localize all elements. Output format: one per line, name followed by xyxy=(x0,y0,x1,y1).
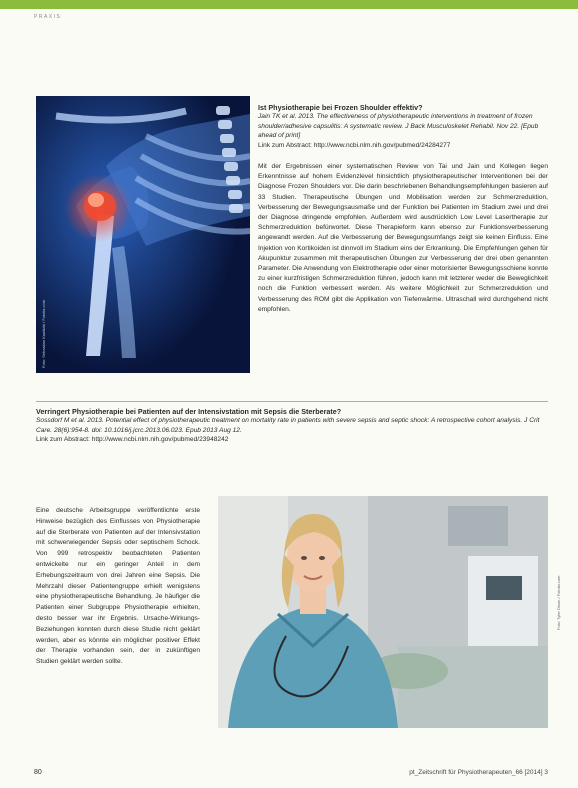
journal-footer: pt_Zeitschrift für Physiotherapeuten_66 [2014] 3 xyxy=(409,769,548,776)
top-accent-bar xyxy=(0,0,578,9)
shoulder-xray-image xyxy=(36,96,250,373)
article1-body: Mit der Ergebnissen einer systematischen Review von Tai und Jain und Kollegen liegen Erkenntnisse auf hohem Evidenzlevel hinsichtlich physiotherapeutischer Interventionen bei der Diagnose Frozen Shoulders vor. Die darin beschriebenen Behandlungsempfehlungen basieren auf 33 Studien. Therapeutische Übungen und Mobilisation werden zur Schmerzreduktion, Verbesserung der Bewegungsausmaße und der Funktion bei Patienten im Stadium zwei und drei der Diagnose dringende empfohlen. Außerdem wird ausdrücklich Low Level Lasertherapie zur Schmerzreduktion befürwortet. Diese Therapieform kann ebenso zur Funktionsverbesserung angewandt werden. Auf die Verbesserung der Bewegungsumfangs zeigt sie keinen Einfluss. Eine Injektion von Kortikoiden ist dinnvoll im Stadium eins der Erkrankung. Die Empfehlungen gehen für Akupunktur zusammen mit therapeutischen Übungen zur Verbesserung der drei oben genannten Parameter. Die Anwendung von Elektrotherapie oder einer motorisierter Bewegungsschiene konnte zu einer kurzfristigen Schmerzreduktion führen, jedoch kann mit letzterer weder die Beweglichkeit noch die Funktion verbessert werden. Als weitere Möglichkeit zur Schmerzreduktion und Verbesserung des ROM gibt die Applikation von Tiefenwärme. Ultraschall wird durchgehend nicht empfohlen. xyxy=(258,163,548,313)
article1-title: Ist Physiotherapie bei Frozen Shoulder effektiv? xyxy=(258,103,423,112)
page-number: 80 xyxy=(34,769,42,776)
article2-reference: Sossdorf M et al. 2013. Potential effect of physiotherapeutic treatment on mortality rate in patients with severe sepsis and septic shock: A retrospective cohort analysis. J Crit Care. 28(6):954-8. doi: 10.1016/j.jcrc.2013.06.023. Epub 2013 Aug 12. xyxy=(36,417,540,434)
icu-nurse-photo xyxy=(218,496,548,728)
article1-abstract-link[interactable]: Link zum Abstract: http://www.ncbi.nlm.nih.gov/pubmed/24284277 xyxy=(258,141,451,149)
section-label: PRAXIS xyxy=(34,14,62,20)
article2-abstract-link[interactable]: Link zum Abstract: http://www.ncbi.nlm.nih.gov/pubmed/23948242 xyxy=(36,436,229,443)
article-frozen-shoulder xyxy=(258,103,548,315)
image-credit-1: Foto: Sebastian Kaulitzki / Fotolia.com xyxy=(41,299,46,368)
image-credit-2: Foto: Tyler Olson / Fotolia.com xyxy=(556,575,561,630)
article2-title: Verringert Physiotherapie bei Patienten auf der Intensivstation mit Sepsis die Sterberate? xyxy=(36,407,342,416)
article2-body: Eine deutsche Arbeitsgruppe veröffentlichte erste Hinweise bezüglich des Einflusses von Physiotherapie auf die Sterberate von Patienten auf der Intensivstation mit schwerwiegender Sepsis oder septischem Schock. Von 999 retrospektiv beobachteten Patienten entwickelte nur ein geringer Anteil in dem Erhebungszeitraum von drei Jahren eine Sepsis. Die Mehrzahl dieser Patientengruppe erhielt wenigstens eine physiotherapeutische Behandlung. Je häufiger die Patienten einer Subgruppe Physiotherapie erhielten, desto besser war ihr Ergebnis. Ursache-Wirkungs-Beziehungen konnten durch diese Studie nicht geklärt werden, aber es könnte ein möglicher positiver Effekt der Therapie vorhanden sein, der in zukünftigen Studien geklärt werden sollte. xyxy=(36,507,200,666)
article1-reference: Jain TK et al. 2013. The effectiveness of physiotherapeutic interventions in treatment of frozen shoulder/adhesive capsulitis: A systematic review. J Back Musculoskelet Rehabil. Nov 22. [Epub ahead of print] xyxy=(258,113,539,139)
article-sepsis-header xyxy=(36,407,548,445)
article-divider xyxy=(36,401,548,402)
